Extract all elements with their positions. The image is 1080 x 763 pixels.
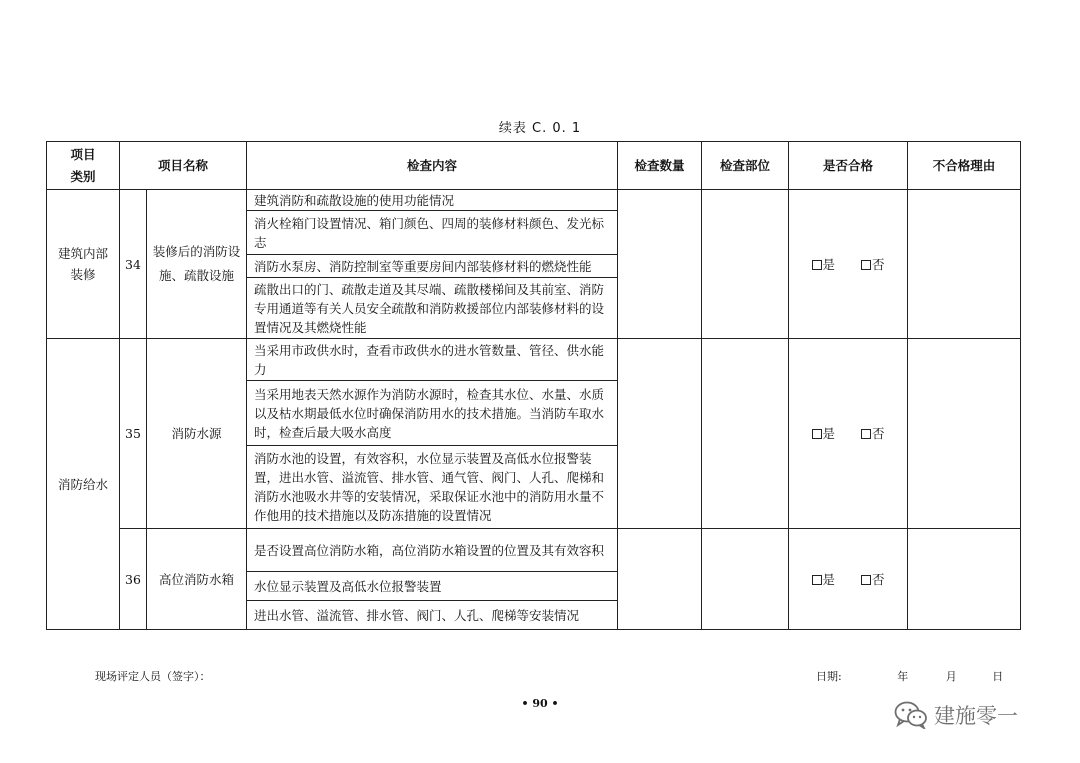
item-name: 装修后的消防设施、疏散设施 <box>147 190 247 339</box>
header-content: 检查内容 <box>247 142 618 190</box>
page-number: • 90 • <box>521 697 559 710</box>
no-label: 否 <box>872 426 885 441</box>
yes-option[interactable] <box>812 424 836 443</box>
yes-label: 是 <box>822 256 836 272</box>
header-name: 项目名称 <box>120 142 247 190</box>
quantity-cell <box>618 529 702 630</box>
content-cell: 建筑消防和疏散设施的使用功能情况 <box>247 190 618 211</box>
pass-cell <box>789 190 908 339</box>
location-cell <box>702 190 789 339</box>
table-caption: 续表 C. 0. 1 <box>498 121 582 136</box>
header-category <box>47 142 120 190</box>
yes-option[interactable] <box>812 255 836 274</box>
quantity-cell <box>618 190 702 339</box>
reason-cell <box>908 339 1021 529</box>
yes-option[interactable] <box>812 570 836 589</box>
pass-cell <box>789 339 908 529</box>
reason-cell <box>908 190 1021 339</box>
item-number: 34 <box>120 190 147 339</box>
day-label: 日 <box>992 670 1004 683</box>
no-option[interactable] <box>861 424 885 443</box>
inspection-table <box>46 141 1021 630</box>
date-label: 日期: <box>816 670 842 683</box>
header-reason: 不合格理由 <box>908 142 1021 190</box>
category-cell: 建筑内部 装修 <box>47 190 120 339</box>
no-checkbox[interactable] <box>861 429 871 439</box>
yes-checkbox[interactable] <box>812 260 822 270</box>
content-cell: 水位显示装置及高低水位报警装置 <box>247 572 618 601</box>
header-quantity: 检查数量 <box>618 142 702 190</box>
date-line <box>816 668 1003 684</box>
yes-label: 是 <box>822 571 836 587</box>
content-cell: 消防水池的设置，有效容积，水位显示装置及高低水位报警装置，进出水管、溢流管、排水管、通气管、阀门、人孔、爬梯和消防水池吸水井等的安装情况，采取保证水池中的消防用水量不作他用的技术措施以及防冻措施的设置情况 <box>247 446 618 529</box>
pass-cell <box>789 529 908 630</box>
no-label: 否 <box>872 571 885 587</box>
header-row <box>47 142 1021 190</box>
watermark <box>894 700 1018 730</box>
item-name: 消防水源 <box>147 339 247 529</box>
header-pass: 是否合格 <box>789 142 908 190</box>
watermark-text: 建施零一 <box>934 704 1018 728</box>
reason-cell <box>908 529 1021 630</box>
wechat-icon <box>894 701 928 729</box>
content-cell: 当采用地表天然水源作为消防水源时，检查其水位、水量、水质以及枯水期最低水位时确保消防用水的技术措施。当消防车取水时，检查后最大吸水高度 <box>247 381 618 446</box>
location-cell <box>702 529 789 630</box>
content-cell: 进出水管、溢流管、排水管、阀门、人孔、爬梯等安装情况 <box>247 601 618 630</box>
content-cell: 当采用市政供水时，查看市政供水的进水管数量、管径、供水能力 <box>247 339 618 381</box>
item-number: 36 <box>120 529 147 630</box>
content-cell: 是否设置高位消防水箱，高位消防水箱设置的位置及其有效容积 <box>247 529 618 572</box>
no-label: 否 <box>872 256 885 272</box>
yes-checkbox[interactable] <box>812 575 822 585</box>
year-label: 年 <box>897 670 909 683</box>
header-category-label: 项目 类别 <box>70 146 96 184</box>
table-row <box>47 190 1021 211</box>
location-cell <box>702 339 789 529</box>
header-location: 检查部位 <box>702 142 789 190</box>
no-checkbox[interactable] <box>861 575 871 585</box>
signature-label: 现场评定人员（签字）： <box>95 670 211 683</box>
month-label: 月 <box>945 670 957 683</box>
category-cell: 消防给水 <box>47 339 120 630</box>
item-name: 高位消防水箱 <box>147 529 247 630</box>
content-cell: 疏散出口的门、疏散走道及其尽端、疏散楼梯间及其前室、消防专用通道等有关人员安全疏散和消防救援部位内部装修材料的设置情况及其燃烧性能 <box>247 278 618 339</box>
quantity-cell <box>618 339 702 529</box>
item-number: 35 <box>120 339 147 529</box>
no-option[interactable] <box>861 255 885 274</box>
yes-label: 是 <box>822 426 836 441</box>
content-cell: 消火栓箱门设置情况、箱门颜色、四周的装修材料颜色、发光标志 <box>247 211 618 255</box>
yes-checkbox[interactable] <box>812 429 822 439</box>
table-row <box>47 529 1021 572</box>
no-option[interactable] <box>861 570 885 589</box>
table-row <box>47 339 1021 381</box>
content-cell: 消防水泵房、消防控制室等重要房间内部装修材料的燃烧性能 <box>247 255 618 278</box>
no-checkbox[interactable] <box>861 260 871 270</box>
